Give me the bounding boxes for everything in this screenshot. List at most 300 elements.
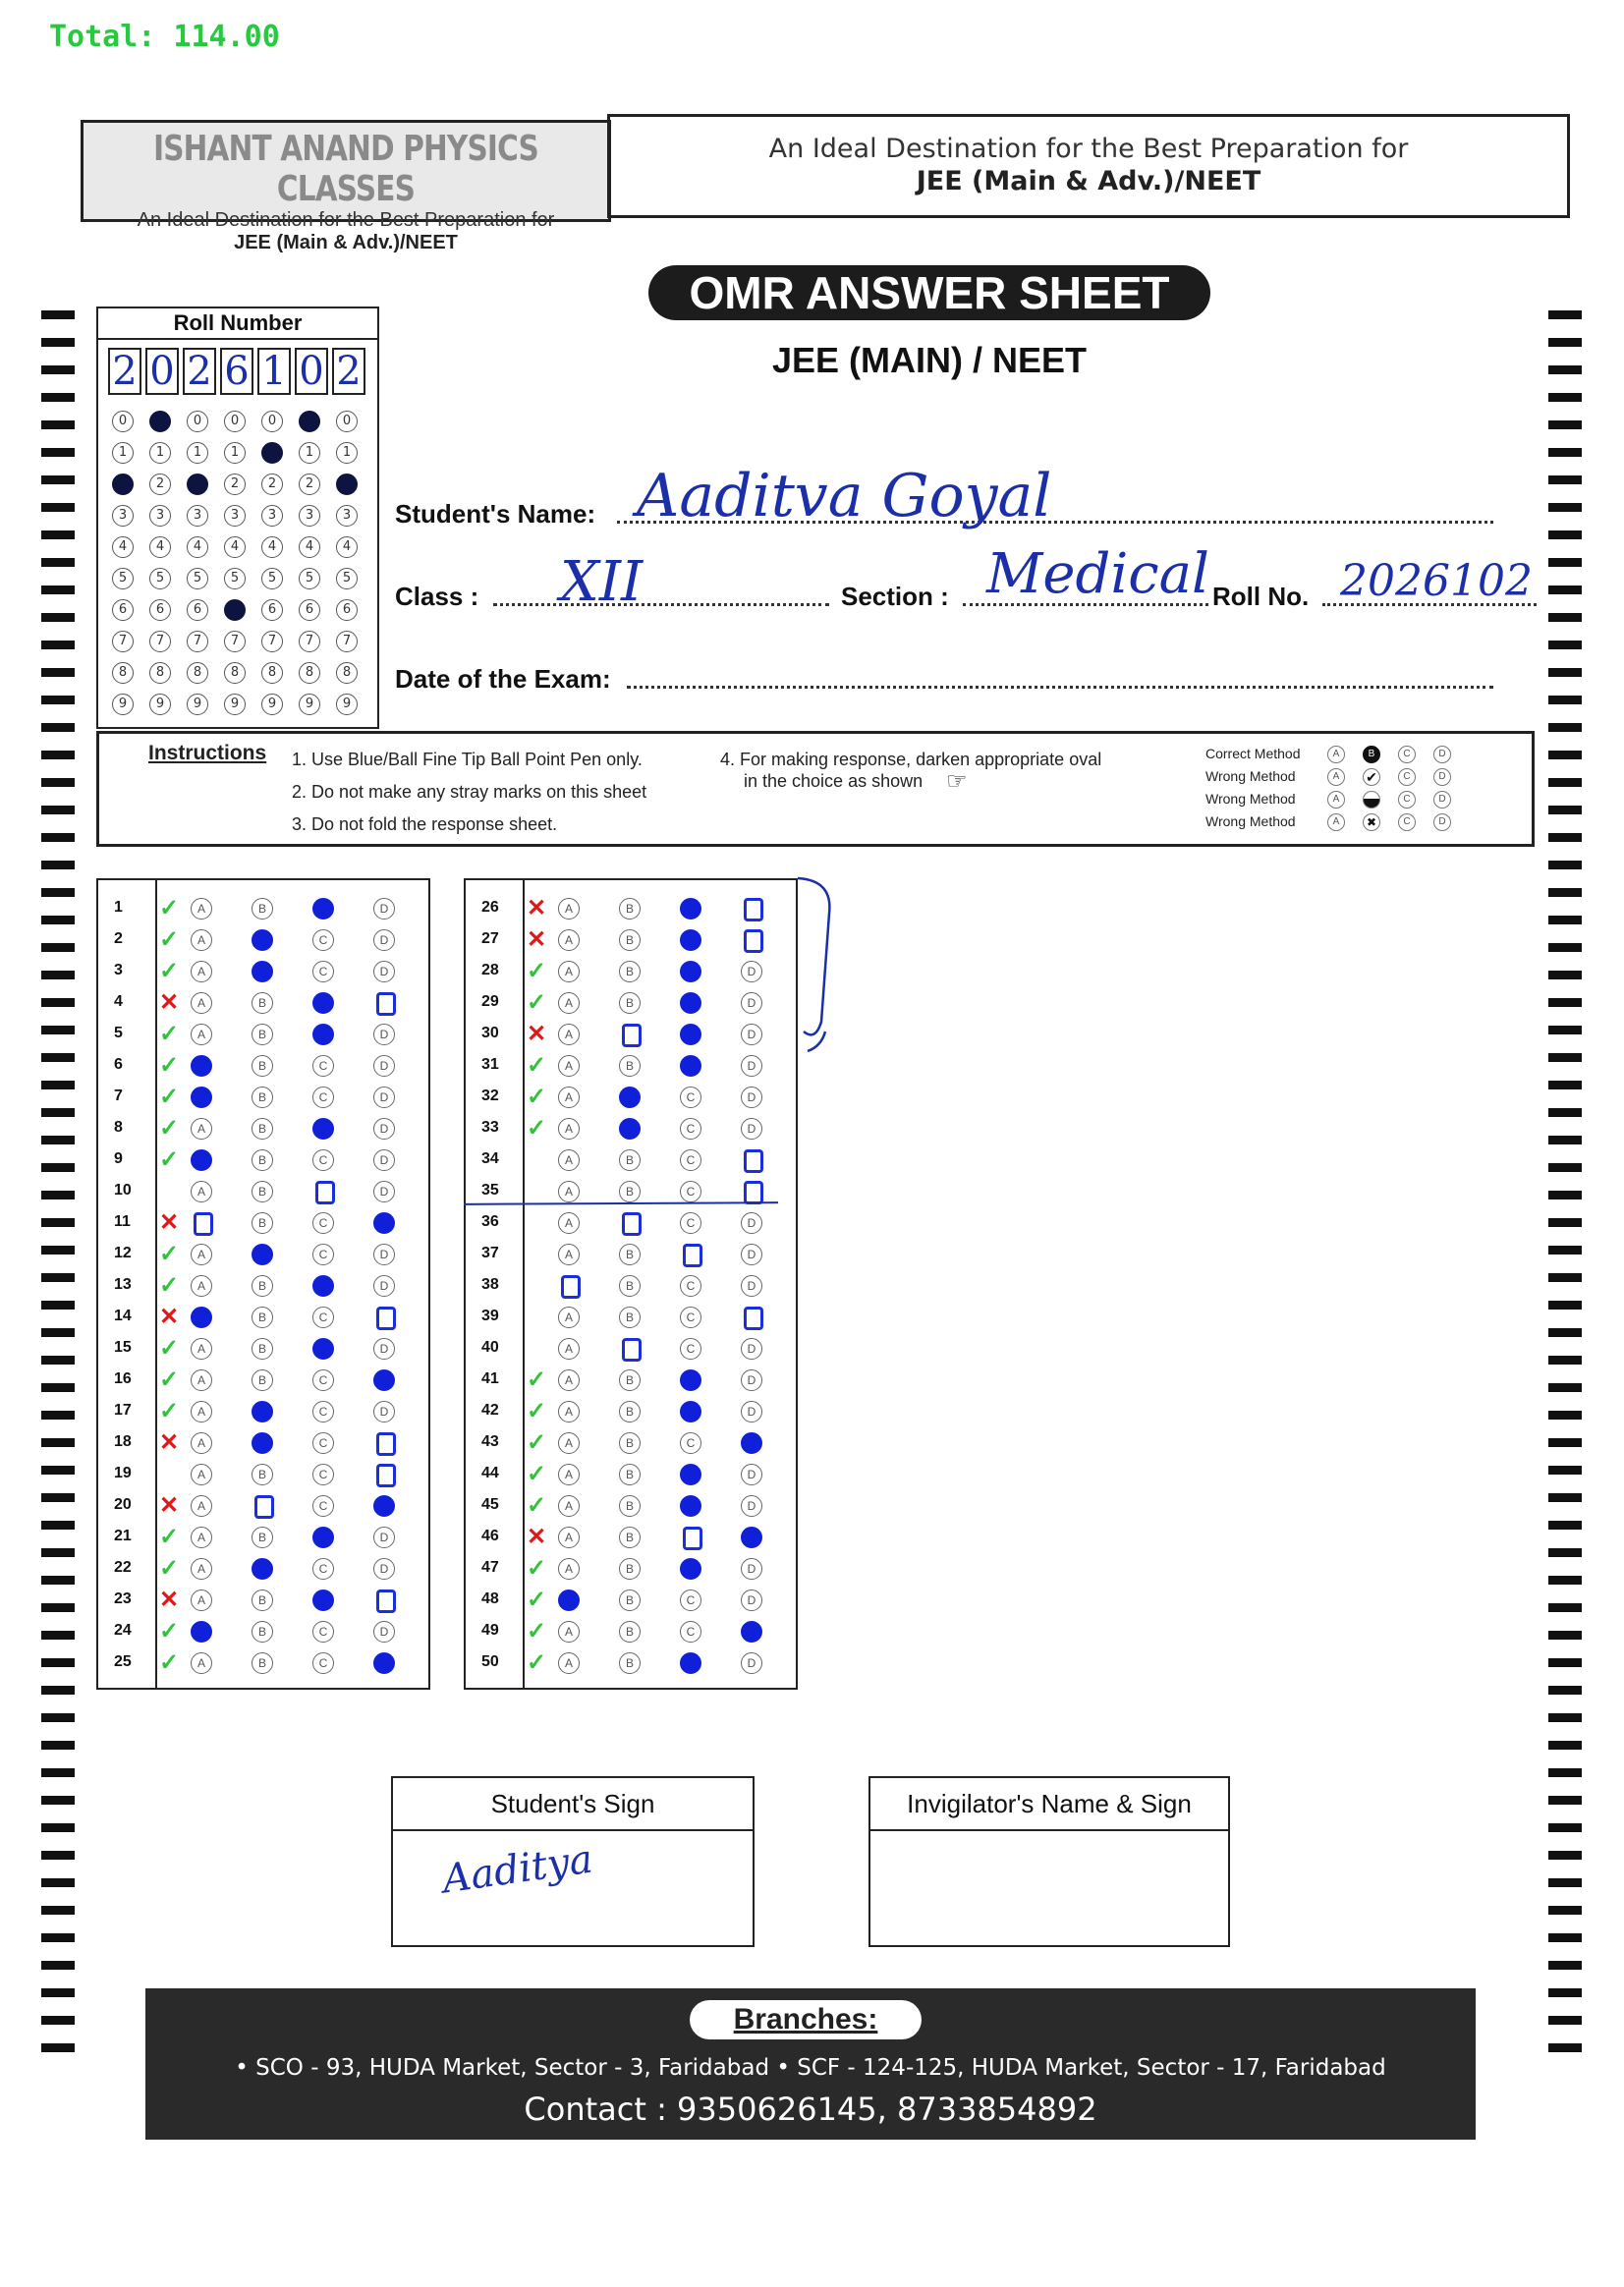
roll-bubble[interactable]: 6 xyxy=(112,599,134,621)
roll-bubble[interactable]: 3 xyxy=(149,505,171,527)
answer-bubble-b[interactable] xyxy=(252,929,273,951)
answer-bubble-c[interactable]: C xyxy=(312,1432,334,1454)
answer-bubble-d[interactable]: D xyxy=(741,1401,762,1422)
question-number: 32 xyxy=(481,1088,499,1104)
roll-bubble[interactable]: 4 xyxy=(187,536,208,558)
answer-bubble-a[interactable]: A xyxy=(558,1621,580,1643)
answer-bubble-b[interactable]: B xyxy=(252,1055,273,1077)
answer-bubble-b[interactable] xyxy=(619,1118,641,1140)
roll-bubble[interactable]: 3 xyxy=(336,505,358,527)
answer-bubble-d[interactable] xyxy=(741,1527,762,1548)
answer-bubble-d[interactable]: D xyxy=(741,1024,762,1045)
roll-bubble[interactable]: 7 xyxy=(112,631,134,652)
timing-mark xyxy=(1548,1053,1582,1062)
roll-bubble[interactable]: 2 xyxy=(336,474,358,495)
roll-bubble[interactable]: 4 xyxy=(149,536,171,558)
answer-bubble-c[interactable]: C xyxy=(312,1652,334,1674)
roll-bubble[interactable]: 1 xyxy=(149,442,171,464)
answer-bubble-d[interactable]: D xyxy=(373,1558,395,1580)
roll-bubble[interactable]: 5 xyxy=(149,568,171,589)
roll-bubble[interactable]: 5 xyxy=(224,568,246,589)
answer-bubble-d[interactable]: D xyxy=(741,1495,762,1517)
instructions-heading: Instructions xyxy=(148,742,267,764)
answer-bubble-d[interactable]: D xyxy=(741,1652,762,1674)
answer-bubble-d[interactable] xyxy=(373,1495,395,1517)
roll-bubble[interactable]: 1 xyxy=(261,442,283,464)
answer-bubble-b[interactable]: B xyxy=(252,1118,273,1140)
answer-bubble-c[interactable] xyxy=(680,898,701,920)
roll-bubble[interactable]: 2 xyxy=(112,474,134,495)
roll-bubble[interactable]: 9 xyxy=(299,694,320,715)
roll-bubble[interactable]: 4 xyxy=(336,536,358,558)
roll-bubble[interactable]: 0 xyxy=(261,411,283,432)
answer-bubble-c[interactable] xyxy=(312,1275,334,1297)
roll-bubble[interactable]: 2 xyxy=(187,474,208,495)
answer-bubble-b[interactable]: B xyxy=(252,898,273,920)
answer-bubble-b[interactable]: B xyxy=(619,1055,641,1077)
answer-bubble-d[interactable]: D xyxy=(373,1621,395,1643)
answer-panel-26-50 xyxy=(464,878,798,1690)
roll-bubble[interactable]: 2 xyxy=(224,474,246,495)
answer-bubble-d[interactable] xyxy=(741,1432,762,1454)
answer-bubble-d[interactable] xyxy=(744,898,763,921)
answer-bubble-b[interactable]: B xyxy=(619,1495,641,1517)
answer-bubble-c[interactable] xyxy=(680,1055,701,1077)
roll-bubble[interactable]: 8 xyxy=(224,662,246,684)
answer-bubble-a[interactable]: A xyxy=(558,1369,580,1391)
roll-bubble[interactable]: 7 xyxy=(299,631,320,652)
exam-date-line xyxy=(627,686,1493,689)
answer-bubble-b[interactable]: B xyxy=(252,1369,273,1391)
answer-bubble-a[interactable] xyxy=(561,1275,581,1299)
answer-bubble-b[interactable]: B xyxy=(619,1464,641,1485)
roll-bubble[interactable]: 0 xyxy=(149,411,171,432)
answer-bubble-d[interactable]: D xyxy=(741,992,762,1014)
roll-bubble[interactable]: 5 xyxy=(112,568,134,589)
timing-mark xyxy=(41,943,75,952)
answer-bubble-a[interactable]: A xyxy=(558,1087,580,1108)
answer-bubble-b[interactable]: B xyxy=(619,898,641,920)
timing-mark xyxy=(1548,420,1582,429)
roll-bubble[interactable]: 1 xyxy=(112,442,134,464)
answer-bubble-d[interactable]: D xyxy=(373,929,395,951)
answer-bubble-c[interactable] xyxy=(680,1369,701,1391)
answer-bubble-c[interactable]: C xyxy=(680,1212,701,1234)
answer-bubble-b[interactable]: B xyxy=(619,929,641,951)
answer-bubble-a[interactable]: A xyxy=(558,929,580,951)
timing-mark xyxy=(41,420,75,429)
method-example-bubble: D xyxy=(1433,746,1451,763)
answer-bubble-c[interactable] xyxy=(315,1181,335,1204)
roll-bubble[interactable]: 5 xyxy=(299,568,320,589)
roll-bubble[interactable]: 3 xyxy=(261,505,283,527)
roll-bubble[interactable]: 0 xyxy=(224,411,246,432)
answer-bubble-c[interactable]: C xyxy=(312,1558,334,1580)
answer-bubble-b[interactable]: B xyxy=(252,1181,273,1202)
answer-bubble-a[interactable]: A xyxy=(191,1558,212,1580)
answer-bubble-b[interactable] xyxy=(252,1244,273,1265)
roll-bubble[interactable]: 2 xyxy=(299,474,320,495)
answer-bubble-a[interactable]: A xyxy=(558,1181,580,1202)
answer-bubble-a[interactable]: A xyxy=(558,1464,580,1485)
answer-bubble-a[interactable]: A xyxy=(558,1055,580,1077)
answer-bubble-b[interactable]: B xyxy=(252,1527,273,1548)
answer-bubble-b[interactable]: B xyxy=(619,1369,641,1391)
answer-bubble-a[interactable]: A xyxy=(558,1401,580,1422)
answer-bubble-d[interactable] xyxy=(373,1369,395,1391)
answer-bubble-d[interactable]: D xyxy=(373,1338,395,1360)
answer-bubble-d[interactable] xyxy=(376,1307,396,1330)
answer-bubble-d[interactable] xyxy=(376,1590,396,1613)
answer-bubble-c[interactable] xyxy=(312,1527,334,1548)
answer-bubble-b[interactable]: B xyxy=(619,1590,641,1611)
timing-mark xyxy=(41,1383,75,1392)
answer-bubble-a[interactable]: A xyxy=(191,1432,212,1454)
roll-bubble[interactable]: 9 xyxy=(149,694,171,715)
timing-mark xyxy=(41,1548,75,1557)
answer-bubble-d[interactable] xyxy=(744,1149,763,1173)
answer-bubble-d[interactable]: D xyxy=(373,1118,395,1140)
roll-bubble[interactable]: 0 xyxy=(187,411,208,432)
roll-bubble[interactable]: 8 xyxy=(112,662,134,684)
answer-bubble-d[interactable]: D xyxy=(373,1055,395,1077)
answer-bubble-c[interactable]: C xyxy=(312,1495,334,1517)
answer-bubble-c[interactable] xyxy=(680,961,701,982)
roll-bubble[interactable]: 7 xyxy=(187,631,208,652)
answer-bubble-a[interactable]: A xyxy=(191,1275,212,1297)
answer-bubble-c[interactable] xyxy=(683,1527,702,1550)
answer-bubble-c[interactable]: C xyxy=(680,1181,701,1202)
answer-bubble-a[interactable]: A xyxy=(558,1558,580,1580)
instructions-box xyxy=(96,731,1535,847)
answer-bubble-a[interactable]: A xyxy=(191,898,212,920)
answer-bubble-d[interactable]: D xyxy=(373,1401,395,1422)
roll-bubble[interactable]: 0 xyxy=(112,411,134,432)
answer-bubble-a[interactable]: A xyxy=(191,992,212,1014)
roll-bubble[interactable]: 3 xyxy=(187,505,208,527)
answer-bubble-a[interactable]: A xyxy=(558,1432,580,1454)
question-number: 17 xyxy=(114,1402,132,1419)
answer-bubble-b[interactable]: B xyxy=(252,1149,273,1171)
answer-bubble-a[interactable]: A xyxy=(191,1527,212,1548)
answer-bubble-c[interactable]: C xyxy=(680,1432,701,1454)
answer-bubble-b[interactable]: B xyxy=(619,1621,641,1643)
answer-bubble-c[interactable]: C xyxy=(312,1464,334,1485)
roll-bubble[interactable]: 9 xyxy=(261,694,283,715)
answer-bubble-a[interactable] xyxy=(194,1212,213,1236)
answer-bubble-b[interactable] xyxy=(252,1401,273,1422)
answer-bubble-c[interactable] xyxy=(312,992,334,1014)
answer-bubble-d[interactable]: D xyxy=(741,1369,762,1391)
roll-bubble[interactable]: 9 xyxy=(224,694,246,715)
answer-bubble-b[interactable] xyxy=(622,1024,642,1047)
question-number: 31 xyxy=(481,1056,499,1073)
answer-bubble-c[interactable] xyxy=(680,929,701,951)
answer-bubble-b[interactable]: B xyxy=(619,1149,641,1171)
branches-heading: Branches: xyxy=(690,2000,922,2039)
answer-bubble-d[interactable]: D xyxy=(741,1244,762,1265)
answer-bubble-c[interactable]: C xyxy=(312,929,334,951)
answer-bubble-a[interactable]: A xyxy=(558,1244,580,1265)
roll-bubble[interactable]: 6 xyxy=(224,599,246,621)
answer-bubble-c[interactable] xyxy=(312,1118,334,1140)
answer-bubble-c[interactable] xyxy=(680,1401,701,1422)
answer-bubble-b[interactable]: B xyxy=(252,1307,273,1328)
answer-bubble-c[interactable]: C xyxy=(312,1307,334,1328)
answer-bubble-c[interactable]: C xyxy=(312,961,334,982)
answer-bubble-a[interactable]: A xyxy=(191,1401,212,1422)
roll-bubble[interactable]: 4 xyxy=(112,536,134,558)
answer-bubble-c[interactable] xyxy=(683,1244,702,1267)
answer-bubble-b[interactable]: B xyxy=(619,1432,641,1454)
roll-bubble[interactable]: 1 xyxy=(187,442,208,464)
answer-bubble-c[interactable] xyxy=(312,1590,334,1611)
roll-bubble[interactable]: 5 xyxy=(187,568,208,589)
answer-bubble-a[interactable]: A xyxy=(191,1338,212,1360)
answer-bubble-a[interactable]: A xyxy=(558,1212,580,1234)
answer-bubble-a[interactable]: A xyxy=(191,1024,212,1045)
timing-mark xyxy=(1548,1851,1582,1860)
answer-bubble-a[interactable]: A xyxy=(191,1369,212,1391)
answer-bubble-d[interactable] xyxy=(373,1212,395,1234)
answer-bubble-a[interactable]: A xyxy=(191,1495,212,1517)
timing-mark xyxy=(41,1328,75,1337)
answer-bubble-a[interactable]: A xyxy=(191,1590,212,1611)
answer-bubble-a[interactable]: A xyxy=(558,898,580,920)
roll-bubble[interactable]: 0 xyxy=(336,411,358,432)
answer-bubble-d[interactable]: D xyxy=(741,1055,762,1077)
answer-bubble-c[interactable]: C xyxy=(680,1087,701,1108)
answer-bubble-b[interactable]: B xyxy=(619,1307,641,1328)
answer-bubble-c[interactable]: C xyxy=(680,1621,701,1643)
roll-bubble[interactable]: 3 xyxy=(224,505,246,527)
answer-bubble-b[interactable]: B xyxy=(619,961,641,982)
answer-bubble-a[interactable] xyxy=(191,1307,212,1328)
answer-bubble-c[interactable]: C xyxy=(312,1212,334,1234)
answer-bubble-d[interactable]: D xyxy=(373,1087,395,1108)
answer-bubble-d[interactable] xyxy=(376,1432,396,1456)
answer-bubble-b[interactable]: B xyxy=(252,1024,273,1045)
answer-bubble-a[interactable]: A xyxy=(558,1338,580,1360)
answer-bubble-d[interactable]: D xyxy=(741,961,762,982)
answer-bubble-b[interactable] xyxy=(252,961,273,982)
answer-bubble-b[interactable]: B xyxy=(252,1087,273,1108)
roll-bubble[interactable]: 6 xyxy=(336,599,358,621)
question-number: 21 xyxy=(114,1528,132,1544)
roll-bubble[interactable]: 6 xyxy=(261,599,283,621)
answer-bubble-b[interactable]: B xyxy=(252,1338,273,1360)
answer-bubble-d[interactable] xyxy=(373,1652,395,1674)
timing-mark xyxy=(1548,1796,1582,1805)
answer-bubble-d[interactable] xyxy=(741,1621,762,1643)
answer-bubble-a[interactable]: A xyxy=(558,992,580,1014)
student-name-value: Aaditva Goyal xyxy=(637,462,1052,530)
roll-bubble[interactable]: 6 xyxy=(187,599,208,621)
answer-bubble-c[interactable]: C xyxy=(312,1055,334,1077)
answer-bubble-c[interactable]: C xyxy=(312,1149,334,1171)
answer-bubble-a[interactable] xyxy=(191,1621,212,1643)
answer-bubble-c[interactable]: C xyxy=(680,1307,701,1328)
answer-bubble-a[interactable] xyxy=(191,1149,212,1171)
answer-bubble-b[interactable]: B xyxy=(252,1464,273,1485)
answer-bubble-d[interactable] xyxy=(376,992,396,1016)
answer-bubble-a[interactable]: A xyxy=(558,961,580,982)
answer-bubble-c[interactable]: C xyxy=(312,1244,334,1265)
answer-bubble-b[interactable]: B xyxy=(252,1212,273,1234)
answer-bubble-a[interactable] xyxy=(191,1087,212,1108)
answer-bubble-d[interactable]: D xyxy=(741,1212,762,1234)
answer-bubble-b[interactable]: B xyxy=(252,1590,273,1611)
answer-bubble-d[interactable]: D xyxy=(373,1527,395,1548)
answer-bubble-b[interactable]: B xyxy=(619,1652,641,1674)
answer-bubble-b[interactable]: B xyxy=(252,1652,273,1674)
roll-bubble[interactable]: 8 xyxy=(261,662,283,684)
roll-bubble[interactable]: 9 xyxy=(336,694,358,715)
answer-bubble-d[interactable] xyxy=(376,1464,396,1487)
roll-bubble[interactable]: 7 xyxy=(149,631,171,652)
answer-bubble-c[interactable]: C xyxy=(312,1621,334,1643)
answer-bubble-c[interactable] xyxy=(680,1495,701,1517)
answer-bubble-c[interactable] xyxy=(680,1024,701,1045)
timing-mark xyxy=(41,1356,75,1365)
answer-bubble-c[interactable]: C xyxy=(680,1118,701,1140)
roll-bubble[interactable]: 4 xyxy=(224,536,246,558)
total-score: Total: 114.00 xyxy=(49,20,280,54)
answer-bubble-c[interactable] xyxy=(680,1558,701,1580)
timing-mark xyxy=(1548,365,1582,374)
roll-bubble[interactable]: 1 xyxy=(299,442,320,464)
answer-bubble-a[interactable]: A xyxy=(191,961,212,982)
answer-bubble-d[interactable]: D xyxy=(741,1118,762,1140)
answer-bubble-c[interactable]: C xyxy=(680,1275,701,1297)
answer-bubble-c[interactable] xyxy=(312,1338,334,1360)
answer-bubble-b[interactable]: B xyxy=(252,992,273,1014)
roll-bubble[interactable]: 8 xyxy=(336,662,358,684)
answer-bubble-a[interactable]: A xyxy=(558,1495,580,1517)
timing-mark xyxy=(41,475,75,484)
roll-bubble[interactable]: 8 xyxy=(149,662,171,684)
answer-bubble-d[interactable]: D xyxy=(373,961,395,982)
answer-bubble-b[interactable] xyxy=(622,1212,642,1236)
answer-bubble-c[interactable] xyxy=(312,898,334,920)
answer-bubble-c[interactable] xyxy=(312,1024,334,1045)
answer-bubble-c[interactable]: C xyxy=(680,1590,701,1611)
answer-bubble-d[interactable]: D xyxy=(741,1558,762,1580)
roll-bubble[interactable]: 3 xyxy=(299,505,320,527)
answer-bubble-b[interactable]: B xyxy=(619,1558,641,1580)
answer-bubble-b[interactable]: B xyxy=(619,1275,641,1297)
logo-subtitle: An Ideal Destination for the Best Preparation for xyxy=(137,209,555,231)
roll-bubble[interactable]: 9 xyxy=(112,694,134,715)
roll-bubble[interactable]: 3 xyxy=(112,505,134,527)
answer-bubble-a[interactable]: A xyxy=(558,1024,580,1045)
answer-bubble-c[interactable]: C xyxy=(680,1149,701,1171)
answer-bubble-a[interactable]: A xyxy=(191,1181,212,1202)
answer-bubble-a[interactable]: A xyxy=(191,1118,212,1140)
answer-bubble-a[interactable]: A xyxy=(558,1527,580,1548)
answer-bubble-c[interactable] xyxy=(680,1652,701,1674)
answer-bubble-a[interactable]: A xyxy=(191,929,212,951)
roll-bubble[interactable]: 8 xyxy=(299,662,320,684)
roll-bubble[interactable]: 5 xyxy=(261,568,283,589)
timing-mark xyxy=(41,916,75,924)
answer-bubble-b[interactable] xyxy=(252,1432,273,1454)
roll-bubble[interactable]: 4 xyxy=(261,536,283,558)
answer-bubble-d[interactable] xyxy=(744,929,763,953)
roll-bubble[interactable]: 6 xyxy=(149,599,171,621)
answer-bubble-b[interactable]: B xyxy=(619,992,641,1014)
answer-bubble-b[interactable]: B xyxy=(252,1275,273,1297)
roll-bubble[interactable]: 8 xyxy=(187,662,208,684)
answer-bubble-a[interactable]: A xyxy=(558,1307,580,1328)
answer-bubble-d[interactable]: D xyxy=(741,1275,762,1297)
answer-bubble-b[interactable]: B xyxy=(619,1181,641,1202)
answer-bubble-a[interactable]: A xyxy=(558,1118,580,1140)
answer-bubble-a[interactable] xyxy=(191,1055,212,1077)
roll-bubble[interactable]: 2 xyxy=(261,474,283,495)
timing-mark xyxy=(41,1218,75,1227)
roll-bubble[interactable]: 4 xyxy=(299,536,320,558)
answer-bubble-d[interactable]: D xyxy=(373,1149,395,1171)
answer-bubble-a[interactable]: A xyxy=(191,1464,212,1485)
answer-bubble-d[interactable]: D xyxy=(741,1338,762,1360)
timing-mark xyxy=(1548,833,1582,842)
answer-bubble-b[interactable]: B xyxy=(619,1527,641,1548)
answer-bubble-c[interactable] xyxy=(680,992,701,1014)
answer-bubble-c[interactable] xyxy=(680,1464,701,1485)
answer-bubble-d[interactable]: D xyxy=(741,1464,762,1485)
answer-bubble-d[interactable]: D xyxy=(373,1244,395,1265)
roll-bubble[interactable]: 7 xyxy=(224,631,246,652)
answer-bubble-d[interactable]: D xyxy=(373,1181,395,1202)
answer-bubble-b[interactable] xyxy=(252,1558,273,1580)
answer-bubble-d[interactable]: D xyxy=(373,1275,395,1297)
answer-bubble-c[interactable]: C xyxy=(312,1401,334,1422)
answer-bubble-b[interactable] xyxy=(622,1338,642,1362)
roll-bubble[interactable]: 0 xyxy=(299,411,320,432)
answer-bubble-a[interactable]: A xyxy=(191,1244,212,1265)
roll-bubble[interactable]: 2 xyxy=(149,474,171,495)
answer-bubble-b[interactable] xyxy=(254,1495,274,1519)
answer-bubble-d[interactable]: D xyxy=(373,898,395,920)
roll-bubble[interactable]: 7 xyxy=(261,631,283,652)
roll-bubble[interactable]: 9 xyxy=(187,694,208,715)
answer-bubble-b[interactable]: B xyxy=(252,1621,273,1643)
answer-bubble-a[interactable] xyxy=(558,1590,580,1611)
answer-bubble-d[interactable]: D xyxy=(741,1087,762,1108)
answer-bubble-c[interactable]: C xyxy=(312,1087,334,1108)
answer-bubble-a[interactable]: A xyxy=(191,1652,212,1674)
answer-bubble-d[interactable]: D xyxy=(741,1590,762,1611)
correct-check-icon: ✓ xyxy=(159,1115,180,1142)
answer-bubble-b[interactable]: B xyxy=(619,1244,641,1265)
roll-bubble[interactable]: 1 xyxy=(336,442,358,464)
roll-bubble[interactable]: 1 xyxy=(224,442,246,464)
method-example-bubble: C xyxy=(1398,813,1416,831)
roll-bubble[interactable]: 6 xyxy=(299,599,320,621)
answer-bubble-c[interactable]: C xyxy=(680,1338,701,1360)
wrong-cross-icon: ✕ xyxy=(159,1429,180,1456)
roll-bubble[interactable]: 7 xyxy=(336,631,358,652)
answer-bubble-b[interactable]: B xyxy=(619,1401,641,1422)
answer-bubble-b[interactable] xyxy=(619,1087,641,1108)
answer-bubble-d[interactable]: D xyxy=(373,1024,395,1045)
answer-bubble-a[interactable]: A xyxy=(558,1149,580,1171)
answer-bubble-a[interactable]: A xyxy=(558,1652,580,1674)
answer-bubble-d[interactable] xyxy=(744,1307,763,1330)
roll-bubble[interactable]: 5 xyxy=(336,568,358,589)
answer-bubble-c[interactable]: C xyxy=(312,1369,334,1391)
